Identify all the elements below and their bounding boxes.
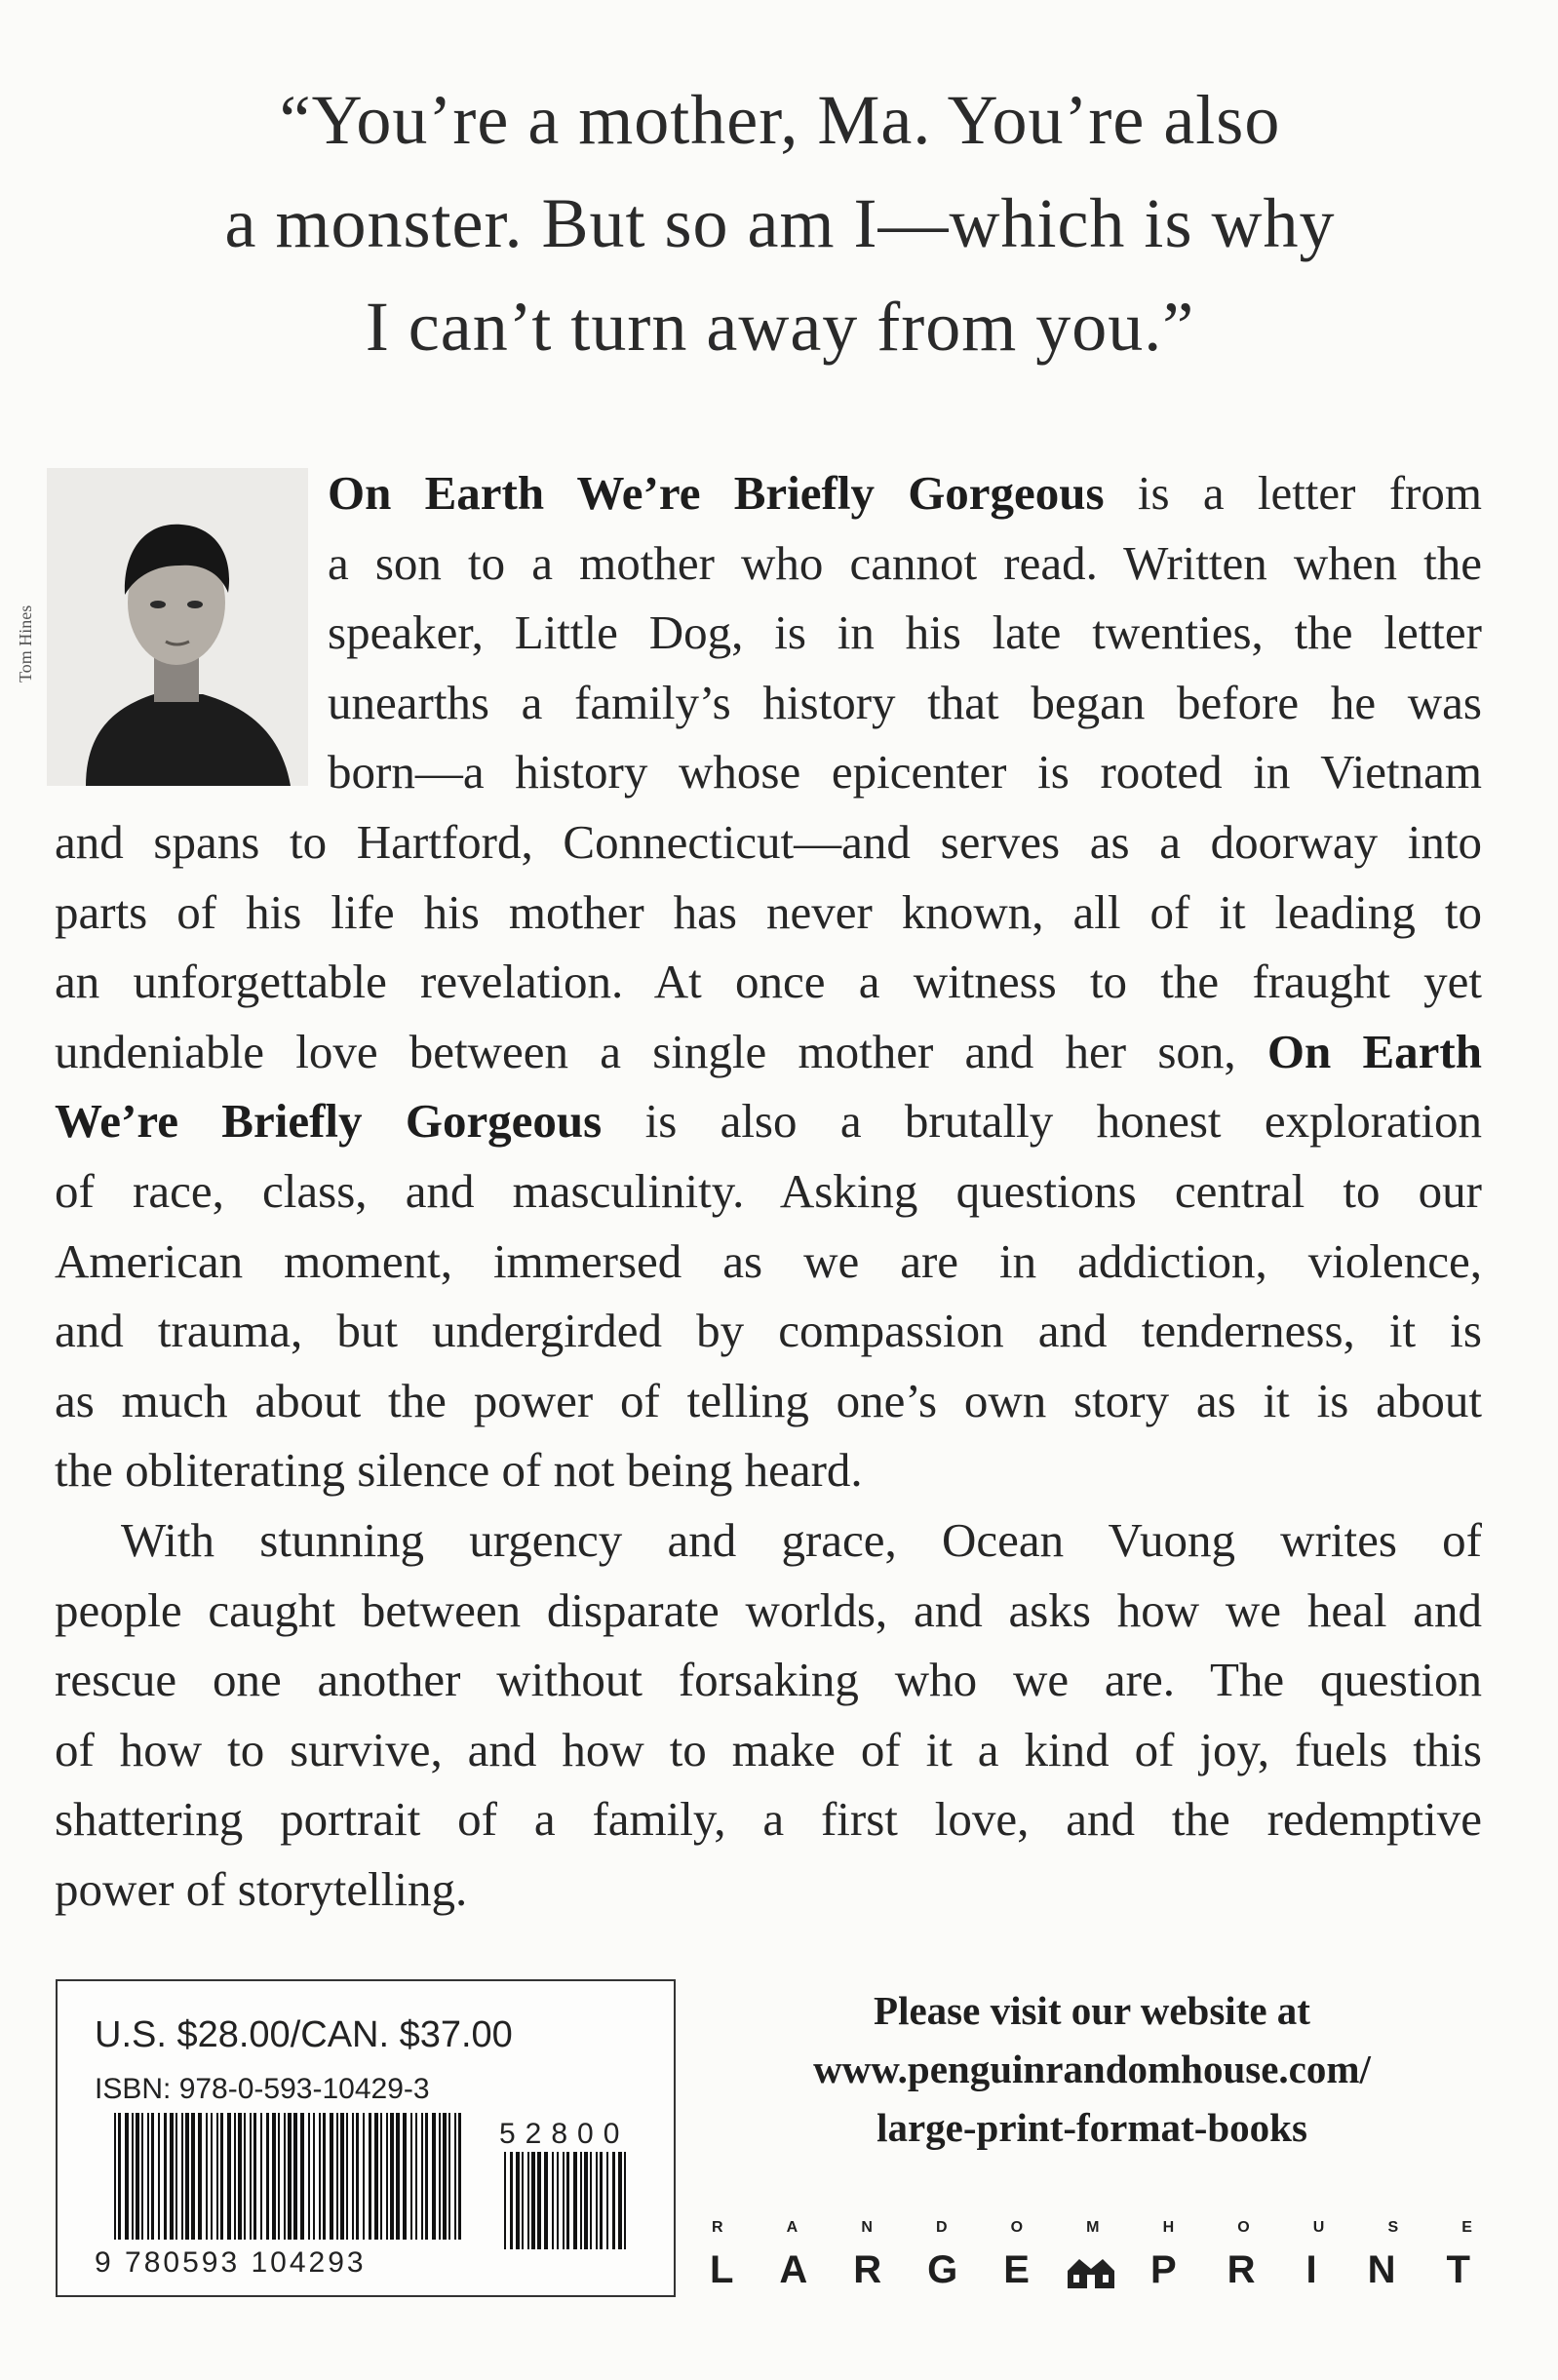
barcode-bar xyxy=(250,2113,252,2240)
website-url[interactable]: large-print-format-books xyxy=(876,2105,1307,2150)
logo-print xyxy=(1150,2248,1472,2292)
barcode-bar xyxy=(421,2113,423,2240)
barcode-bar xyxy=(319,2113,321,2240)
photo-credit: Tom Hines xyxy=(16,605,35,683)
barcode-bar xyxy=(374,2113,378,2240)
barcode-bar xyxy=(260,2113,262,2240)
barcode-bar xyxy=(380,2113,382,2240)
barcode-bar xyxy=(266,2113,269,2240)
barcode-bar xyxy=(356,2113,359,2240)
logo-letter: H xyxy=(1162,2219,1175,2236)
barcode-bar xyxy=(432,2113,436,2240)
book-title: On Earth We’re Briefly Gorgeous xyxy=(328,466,1105,520)
website-notice xyxy=(702,1981,1482,2157)
book-title: On Earth xyxy=(1266,1024,1482,1078)
house-icon xyxy=(1064,2251,1118,2290)
barcode-bar xyxy=(227,2113,231,2240)
text-line: an unforgettable revelation. At once a witness to the fraught yet xyxy=(55,955,1482,1009)
barcode-bar xyxy=(114,2113,116,2240)
logo-letter: T xyxy=(1446,2248,1472,2291)
barcode-bar xyxy=(164,2113,167,2240)
barcode-supplement: 52800 xyxy=(499,2118,630,2150)
barcode-bar xyxy=(181,2113,183,2240)
logo-letter: S xyxy=(1387,2219,1399,2236)
text-line: people caught between disparate worlds, and asks how we heal and xyxy=(55,1582,1482,1637)
quote-line: “You’re a mother, Ma. You’re also xyxy=(279,81,1281,159)
logo-letter: R xyxy=(712,2219,723,2236)
barcode-bar xyxy=(403,2113,407,2240)
barcode-bar xyxy=(606,2152,608,2249)
text-line: American moment, immersed as we are in addiction, violence, xyxy=(55,1233,1482,1288)
logo-letter: I xyxy=(1305,2248,1319,2291)
text-line: On Earth We’re Briefly Gorgeous is a letter from xyxy=(328,466,1482,520)
barcode-digits: 9 780593 104293 xyxy=(95,2246,367,2279)
barcode-bar xyxy=(125,2113,129,2240)
barcode-bar xyxy=(566,2152,569,2249)
barcode-bar xyxy=(531,2152,535,2249)
logo-letter: E xyxy=(1461,2219,1472,2236)
text-line: power of storytelling. xyxy=(55,1861,468,1916)
barcode-bar xyxy=(234,2113,236,2240)
barcode-bar xyxy=(170,2113,174,2240)
text-line: as much about the power of telling one’s own story as it is about xyxy=(55,1373,1482,1427)
barcode-bar xyxy=(396,2113,400,2240)
barcode-bar xyxy=(618,2152,622,2249)
logo-large xyxy=(710,2248,1032,2292)
barcode-bar xyxy=(504,2152,506,2249)
cover-quote xyxy=(146,68,1414,378)
price-barcode-box xyxy=(56,1979,676,2297)
barcode-bar xyxy=(454,2113,456,2240)
text-line: unearths a family’s history that began before he was xyxy=(328,675,1482,729)
quote-line: a monster. But so am I—which is why xyxy=(224,184,1336,262)
barcode-bar xyxy=(141,2113,143,2240)
barcode-bar xyxy=(300,2113,304,2240)
logo-letter: R xyxy=(853,2248,884,2291)
barcode-bar xyxy=(425,2113,428,2240)
barcode-bar xyxy=(288,2113,292,2240)
text-line: a son to a mother who cannot read. Written when the xyxy=(328,535,1482,590)
barcode-bar xyxy=(552,2152,554,2249)
barcode-bar xyxy=(308,2113,310,2240)
text-line: born—a history whose epicenter is rooted in Vietnam xyxy=(328,745,1482,800)
barcode-bar xyxy=(390,2113,394,2240)
barcode-bar xyxy=(443,2113,447,2240)
barcode-bar xyxy=(198,2113,202,2240)
logo-letter: L xyxy=(710,2248,736,2291)
text-line: the obliterating silence of not being heard. xyxy=(55,1443,863,1498)
barcode-bar xyxy=(410,2113,412,2240)
book-title: We’re Briefly Gorgeous xyxy=(55,1094,603,1149)
logo-letter: A xyxy=(779,2248,810,2291)
barcode-bar xyxy=(216,2113,218,2240)
logo-letter: G xyxy=(927,2248,960,2291)
text-line: of how to survive, and how to make of it a kind of joy, fuels this xyxy=(55,1722,1482,1776)
barcode-bar xyxy=(147,2113,149,2240)
barcode-bar xyxy=(439,2113,441,2240)
logo-letter: A xyxy=(786,2219,798,2236)
barcode-bar xyxy=(584,2152,588,2249)
barcode-bar xyxy=(369,2113,371,2240)
barcode-bar xyxy=(458,2113,461,2240)
barcode-bar xyxy=(352,2113,354,2240)
barcode-bar xyxy=(340,2113,344,2240)
barcode-bar xyxy=(527,2152,529,2249)
logo-letter: N xyxy=(861,2219,873,2236)
barcode-bar xyxy=(573,2152,577,2249)
publisher-logo-random-house xyxy=(712,2219,1472,2237)
barcode-bar xyxy=(151,2113,154,2240)
barcode-bar xyxy=(278,2113,280,2240)
barcode-bar xyxy=(323,2113,326,2240)
barcode-bar xyxy=(563,2152,565,2249)
barcode-bar xyxy=(448,2113,450,2240)
logo-letter: N xyxy=(1367,2248,1398,2291)
barcode-bar xyxy=(544,2152,548,2249)
barcode-bar xyxy=(191,2113,195,2240)
barcode-bar xyxy=(386,2113,388,2240)
barcode-bar xyxy=(580,2152,582,2249)
barcode-bar xyxy=(244,2113,246,2240)
barcode-bar xyxy=(272,2113,276,2240)
logo-letter: R xyxy=(1227,2248,1258,2291)
logo-letter: M xyxy=(1086,2219,1100,2236)
text-line: speaker, Little Dog, is in his late twenties, the letter xyxy=(328,605,1482,660)
text-line: parts of his life his mother has never known, all of it leading to xyxy=(55,884,1482,939)
barcode-bar xyxy=(363,2113,365,2240)
barcode-bar xyxy=(336,2113,338,2240)
website-line: Please visit our website at xyxy=(874,1988,1310,2033)
barcode-bar xyxy=(206,2113,208,2240)
publisher-logo-large-print xyxy=(710,2248,1472,2292)
barcode-bar xyxy=(211,2113,213,2240)
text-line: and spans to Hartford, Connecticut—and serves as a doorway into xyxy=(55,814,1482,869)
barcode-bar xyxy=(313,2113,315,2240)
barcode-bar xyxy=(522,2152,524,2249)
barcode-bar xyxy=(516,2152,520,2249)
text-line: of race, class, and masculinity. Asking questions central to our xyxy=(55,1163,1482,1218)
website-url[interactable]: www.penguinrandomhouse.com/ xyxy=(813,2047,1371,2091)
barcode-bar xyxy=(175,2113,177,2240)
barcode-bar xyxy=(600,2152,603,2249)
logo-letter: U xyxy=(1312,2219,1325,2236)
barcode-bar xyxy=(118,2113,121,2240)
barcode-bar xyxy=(253,2113,256,2240)
barcode-bar xyxy=(612,2152,615,2249)
barcode-bar xyxy=(330,2113,333,2240)
text-line: rescue one another without forsaking who we are. The question xyxy=(55,1653,1482,1707)
text-line: and trauma, but undergirded by compassion and tenderness, it is xyxy=(55,1304,1482,1358)
barcode-bar xyxy=(293,2113,297,2240)
barcode-bar xyxy=(510,2152,513,2249)
book-description xyxy=(55,458,1482,1924)
barcode-bar xyxy=(132,2113,134,2240)
barcode-bar xyxy=(238,2113,242,2240)
isbn-label: ISBN: 978-0-593-10429-3 xyxy=(95,2073,430,2105)
barcode-bar xyxy=(557,2152,559,2249)
logo-letter: E xyxy=(1003,2248,1032,2291)
barcode-bar xyxy=(537,2152,541,2249)
logo-letter: P xyxy=(1150,2248,1179,2291)
barcode-bar xyxy=(346,2113,348,2240)
barcode-bar xyxy=(624,2152,626,2249)
barcode-bar xyxy=(284,2113,286,2240)
text-line: undeniable love between a single mother and her son, On Earth xyxy=(55,1024,1482,1078)
text-line: We’re Briefly Gorgeous is also a brutally honest exploration xyxy=(55,1094,1482,1149)
logo-letter: D xyxy=(935,2219,948,2236)
logo-letter: O xyxy=(1010,2219,1024,2236)
text-line: With stunning urgency and grace, Ocean Vuong writes of xyxy=(121,1512,1482,1567)
barcode-bar xyxy=(220,2113,223,2240)
barcode-bar xyxy=(415,2113,417,2240)
barcode-bar xyxy=(596,2152,598,2249)
barcode-bar xyxy=(185,2113,189,2240)
logo-letter: O xyxy=(1237,2219,1250,2236)
barcode-bar xyxy=(136,2113,139,2240)
price-label: U.S. $28.00/CAN. $37.00 xyxy=(95,2014,513,2055)
barcode-bar xyxy=(590,2152,592,2249)
text-line: shattering portrait of a family, a first love, and the redemptive xyxy=(55,1792,1482,1847)
barcode-bar xyxy=(158,2113,160,2240)
quote-line: I can’t turn away from you.” xyxy=(365,288,1195,366)
